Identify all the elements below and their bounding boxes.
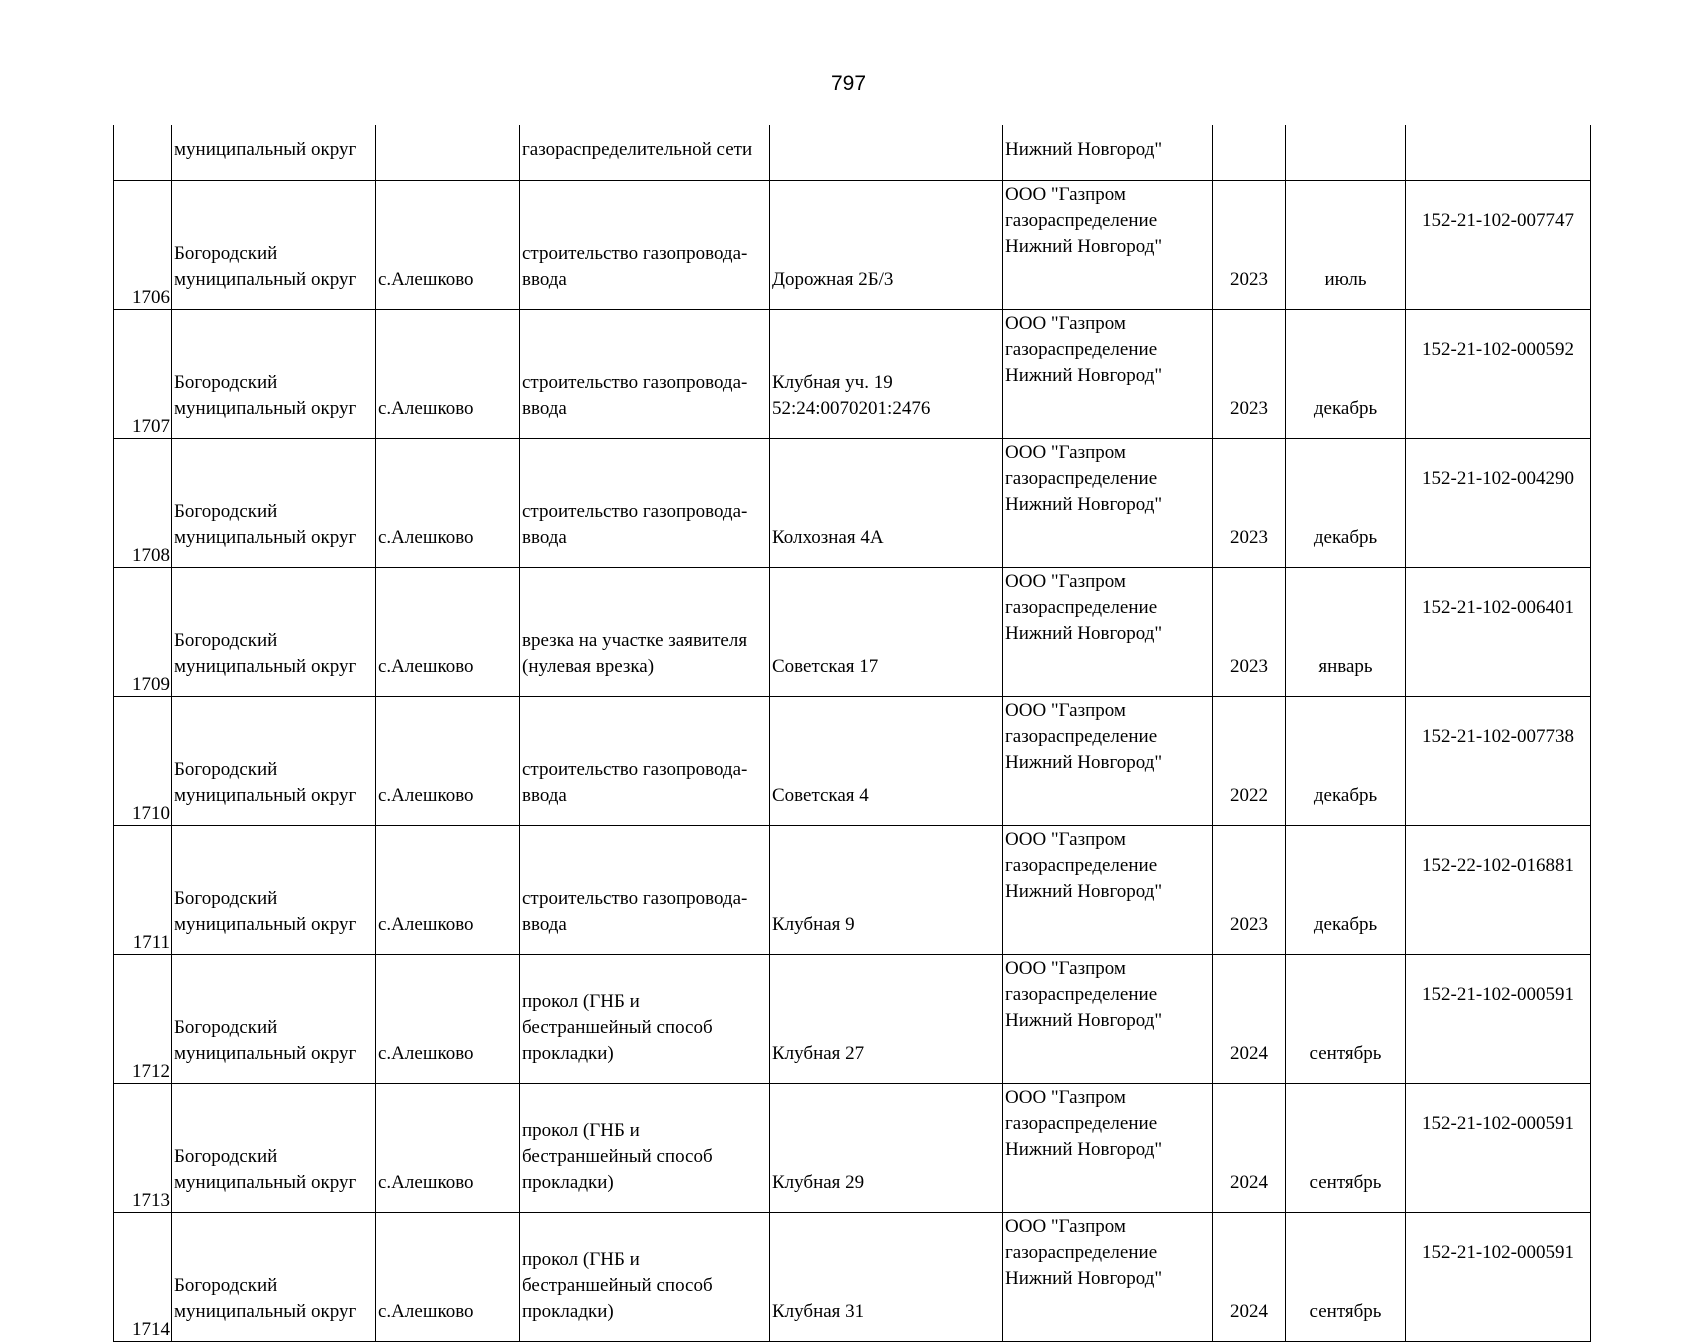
table-row <box>114 1213 1591 1342</box>
row-number: 1714 <box>132 1319 170 1340</box>
cell-work-line: ввода <box>522 785 567 806</box>
cell-number <box>114 125 172 181</box>
cell-org-line: Нижний Новгород" <box>1005 236 1163 257</box>
cell-district <box>172 439 376 568</box>
cell-address <box>770 1084 1003 1213</box>
cell-district-line: муниципальный округ <box>174 1301 357 1322</box>
cell-code: 152-21-102-007738 <box>1406 697 1591 826</box>
cell-district <box>172 310 376 439</box>
cell-address-line: Советская 4 <box>772 785 869 806</box>
row-number: 1710 <box>132 803 170 824</box>
cell-work-line: строительство газопровода- <box>522 888 748 909</box>
cell-number <box>114 310 172 439</box>
cell-work <box>520 955 770 1084</box>
cell-year: 2022 <box>1213 697 1286 826</box>
cell-org-line: Нижний Новгород" <box>1005 1139 1163 1160</box>
cell-address <box>770 310 1003 439</box>
cell-district-line: Богородский <box>174 630 278 651</box>
cell-month: сентябрь <box>1286 955 1406 1084</box>
cell-org-line: Нижний Новгород" <box>1005 881 1163 902</box>
cell-year <box>1213 125 1286 181</box>
cell-code: 152-22-102-016881 <box>1406 826 1591 955</box>
cell-year: 2023 <box>1213 310 1286 439</box>
cell-address-line: Клубная 31 <box>772 1301 865 1322</box>
cell-district-line: муниципальный округ <box>174 527 357 548</box>
cell-work-line: бестраншейный способ <box>522 1017 713 1038</box>
cell-district-line: муниципальный округ <box>174 914 357 935</box>
cell-locality: с.Алешково <box>376 697 520 826</box>
cell-org-line: ООО "Газпром <box>1005 1087 1126 1108</box>
cell-district <box>172 697 376 826</box>
cell-code: 152-21-102-007747 <box>1406 181 1591 310</box>
cell-work-line: ввода <box>522 914 567 935</box>
cell-locality: с.Алешково <box>376 955 520 1084</box>
cell-year: 2023 <box>1213 568 1286 697</box>
continuation-row <box>114 125 1591 181</box>
cell-district <box>172 826 376 955</box>
table-row <box>114 310 1591 439</box>
cell-org-line: газораспределение <box>1005 984 1158 1005</box>
row-number: 1706 <box>132 287 170 308</box>
cell-work: газораспределительной сети <box>520 125 770 181</box>
cell-org-line: газораспределение <box>1005 855 1158 876</box>
cell-year: 2024 <box>1213 1084 1286 1213</box>
table-row <box>114 1084 1591 1213</box>
cell-org <box>1003 181 1213 310</box>
cell-locality: с.Алешково <box>376 310 520 439</box>
cell-district <box>172 1213 376 1342</box>
table-row <box>114 568 1591 697</box>
cell-locality: с.Алешково <box>376 826 520 955</box>
cell-work-line: прокладки) <box>522 1172 614 1193</box>
cell-district-line: Богородский <box>174 1017 278 1038</box>
cell-month: июль <box>1286 181 1406 310</box>
cell-org-line: Нижний Новгород" <box>1005 1268 1163 1289</box>
cell-work-line: прокол (ГНБ и <box>522 991 640 1012</box>
cell-district: муниципальный округ <box>172 125 376 181</box>
cell-org-line: газораспределение <box>1005 726 1158 747</box>
cell-org-line: Нижний Новгород" <box>1005 365 1163 386</box>
cell-district-line: муниципальный округ <box>174 1172 357 1193</box>
cell-address-line: Дорожная 2Б/3 <box>772 269 894 290</box>
table-row <box>114 697 1591 826</box>
row-number: 1713 <box>132 1190 170 1211</box>
cell-org <box>1003 439 1213 568</box>
cell-org-line: газораспределение <box>1005 1113 1158 1134</box>
table-row <box>114 439 1591 568</box>
cell-work <box>520 568 770 697</box>
cell-work-line: строительство газопровода- <box>522 372 748 393</box>
cell-district-line: муниципальный округ <box>174 398 357 419</box>
cell-locality <box>376 125 520 181</box>
cell-locality: с.Алешково <box>376 1084 520 1213</box>
cell-work-line: прокол (ГНБ и <box>522 1120 640 1141</box>
cell-locality: с.Алешково <box>376 439 520 568</box>
cell-month: январь <box>1286 568 1406 697</box>
cell-org <box>1003 955 1213 1084</box>
cell-month: сентябрь <box>1286 1213 1406 1342</box>
cell-org-line: ООО "Газпром <box>1005 184 1126 205</box>
cell-work-line: прокладки) <box>522 1301 614 1322</box>
cell-address <box>770 125 1003 181</box>
cell-work-line: бестраншейный способ <box>522 1275 713 1296</box>
cell-org-line: ООО "Газпром <box>1005 442 1126 463</box>
cell-code: 152-21-102-000591 <box>1406 955 1591 1084</box>
cell-work-line: прокол (ГНБ и <box>522 1249 640 1270</box>
cell-number <box>114 826 172 955</box>
cell-locality: с.Алешково <box>376 1213 520 1342</box>
cell-year: 2024 <box>1213 955 1286 1084</box>
cell-code: 152-21-102-006401 <box>1406 568 1591 697</box>
cell-work-line: строительство газопровода- <box>522 243 748 264</box>
cell-number <box>114 1213 172 1342</box>
cell-code: 152-21-102-000591 <box>1406 1213 1591 1342</box>
cell-org-line: Нижний Новгород" <box>1005 494 1163 515</box>
cell-org-line: Нижний Новгород" <box>1005 1010 1163 1031</box>
cell-month: декабрь <box>1286 826 1406 955</box>
cell-org <box>1003 826 1213 955</box>
cell-work-line: (нулевая врезка) <box>522 656 655 677</box>
cell-work-line: ввода <box>522 398 567 419</box>
cell-org: Нижний Новгород" <box>1003 125 1213 181</box>
cell-work <box>520 697 770 826</box>
cell-number <box>114 955 172 1084</box>
cell-work-line: ввода <box>522 269 567 290</box>
table-row <box>114 826 1591 955</box>
row-number: 1707 <box>132 416 170 437</box>
cell-district-line: Богородский <box>174 759 278 780</box>
cell-month: сентябрь <box>1286 1084 1406 1213</box>
cell-org <box>1003 1213 1213 1342</box>
cell-number <box>114 181 172 310</box>
cell-code <box>1406 125 1591 181</box>
cell-address <box>770 181 1003 310</box>
cell-org-line: газораспределение <box>1005 339 1158 360</box>
row-number: 1711 <box>132 932 170 953</box>
cell-district-line: Богородский <box>174 888 278 909</box>
cell-work <box>520 439 770 568</box>
row-number: 1712 <box>132 1061 170 1082</box>
cell-work-line: бестраншейный способ <box>522 1146 713 1167</box>
cell-year: 2023 <box>1213 439 1286 568</box>
cell-district-line: муниципальный округ <box>174 656 357 677</box>
cell-org <box>1003 568 1213 697</box>
cell-district-line: Богородский <box>174 243 278 264</box>
cell-address <box>770 1213 1003 1342</box>
cell-org <box>1003 697 1213 826</box>
cell-district-line: муниципальный округ <box>174 1043 357 1064</box>
cell-district-line: муниципальный округ <box>174 269 357 290</box>
cell-number <box>114 439 172 568</box>
cell-address <box>770 826 1003 955</box>
cell-month: декабрь <box>1286 697 1406 826</box>
gasification-table <box>113 125 1591 1342</box>
cell-district <box>172 181 376 310</box>
cell-work-line: прокладки) <box>522 1043 614 1064</box>
cell-number <box>114 1084 172 1213</box>
cell-district-line: Богородский <box>174 1275 278 1296</box>
cell-work-line: врезка на участке заявителя <box>522 630 748 651</box>
cell-locality: с.Алешково <box>376 181 520 310</box>
table-row <box>114 181 1591 310</box>
cell-address-line: Клубная 27 <box>772 1043 865 1064</box>
cell-org <box>1003 310 1213 439</box>
cell-org-line: газораспределение <box>1005 597 1158 618</box>
cell-district-line: Богородский <box>174 501 278 522</box>
cell-district-line: Богородский <box>174 372 278 393</box>
cell-org-line: газораспределение <box>1005 468 1158 489</box>
cell-number <box>114 697 172 826</box>
cell-org-line: ООО "Газпром <box>1005 829 1126 850</box>
cell-address <box>770 697 1003 826</box>
cell-address-line: Клубная 9 <box>772 914 855 935</box>
cell-month <box>1286 125 1406 181</box>
cell-code: 152-21-102-000592 <box>1406 310 1591 439</box>
cell-year: 2024 <box>1213 1213 1286 1342</box>
cell-locality: с.Алешково <box>376 568 520 697</box>
cell-work <box>520 1213 770 1342</box>
cell-org-line: ООО "Газпром <box>1005 958 1126 979</box>
cell-org <box>1003 1084 1213 1213</box>
cell-address <box>770 955 1003 1084</box>
row-number: 1709 <box>132 674 170 695</box>
cell-address-line: Колхозная 4А <box>772 527 884 548</box>
cell-org-line: ООО "Газпром <box>1005 571 1126 592</box>
cell-address <box>770 439 1003 568</box>
cell-address <box>770 568 1003 697</box>
cell-work-line: строительство газопровода- <box>522 759 748 780</box>
cell-year: 2023 <box>1213 181 1286 310</box>
cell-work-line: ввода <box>522 527 567 548</box>
table-row <box>114 955 1591 1084</box>
cell-work <box>520 826 770 955</box>
cell-org-line: Нижний Новгород" <box>1005 752 1163 773</box>
cell-district <box>172 568 376 697</box>
cell-address-line: Советская 17 <box>772 656 879 677</box>
cell-district <box>172 1084 376 1213</box>
cell-district-line: Богородский <box>174 1146 278 1167</box>
cell-org-line: ООО "Газпром <box>1005 313 1126 334</box>
cell-month: декабрь <box>1286 310 1406 439</box>
cell-year: 2023 <box>1213 826 1286 955</box>
cell-work <box>520 310 770 439</box>
page-number: 797 <box>830 72 867 95</box>
cell-org-line: ООО "Газпром <box>1005 1216 1126 1237</box>
cell-work-line: строительство газопровода- <box>522 501 748 522</box>
cell-month: декабрь <box>1286 439 1406 568</box>
cell-address-line: Клубная уч. 19 <box>772 372 893 393</box>
cell-org-line: Нижний Новгород" <box>1005 623 1163 644</box>
cell-address-line: 52:24:0070201:2476 <box>772 398 931 419</box>
cell-code: 152-21-102-004290 <box>1406 439 1591 568</box>
cell-district-line: муниципальный округ <box>174 785 357 806</box>
cell-org-line: газораспределение <box>1005 1242 1158 1263</box>
cell-code: 152-21-102-000591 <box>1406 1084 1591 1213</box>
cell-number <box>114 568 172 697</box>
cell-org-line: газораспределение <box>1005 210 1158 231</box>
cell-work <box>520 181 770 310</box>
cell-district <box>172 955 376 1084</box>
row-number: 1708 <box>132 545 170 566</box>
cell-address-line: Клубная 29 <box>772 1172 865 1193</box>
cell-work <box>520 1084 770 1213</box>
cell-org-line: ООО "Газпром <box>1005 700 1126 721</box>
